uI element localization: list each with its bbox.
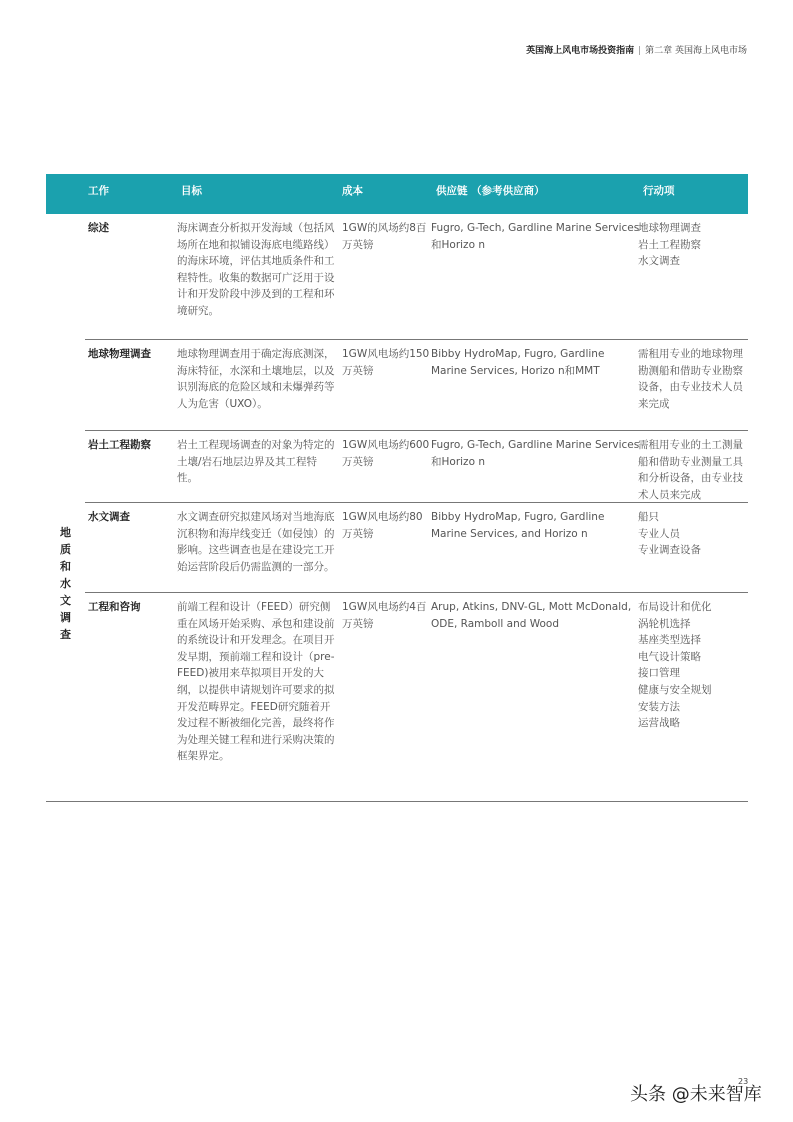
supply-cell: Arup, Atkins, DNV-GL, Mott McDonald, ODE, Ramboll and Wood bbox=[431, 601, 632, 630]
table-row bbox=[85, 214, 748, 340]
action-item: 专业调查设备 bbox=[638, 544, 701, 557]
work-cell: 岩土工程勘察 bbox=[88, 439, 151, 451]
goal-cell: 前端工程和设计（FEED）研究侧重在风场开始采购、承包和建设前的系统设计和开发理念。在项目开发早期，预前端工程和设计（pre-FEED)被用来草拟项目开发的大纲，以提供申请规划许可要求的拟开发范畴界定。FEED研究随着开发过程不断被细化完善，最终将作为处理关键工程和进行采购决策的框架界定。 bbox=[177, 601, 335, 763]
supply-cell: Fugro, G-Tech, Gardline Marine Services和Horizo n bbox=[431, 439, 640, 468]
cost-cell: 1GW的风场约8百万英镑 bbox=[342, 222, 427, 251]
goal-cell: 岩土工程现场调查的对象为特定的土壤/岩石地层边界及其工程特性。 bbox=[177, 439, 335, 485]
action-item: 健康与安全规划 bbox=[638, 683, 712, 696]
action-item: 安装方法 bbox=[638, 700, 680, 713]
goal-cell: 海床调查分析拟开发海域（包括风场所在地和拟铺设海底电缆路线）的海床环境，评估其地质条件和工程特性。收集的数据可广泛用于设计和开发阶段中涉及到的工程和环境研究。 bbox=[177, 222, 335, 317]
goal-cell: 水文调查研究拟建风场对当地海底沉积物和海岸线变迁（如侵蚀）的影响。这些调查也是在建设完工开始运营阶段后仍需监测的一部分。 bbox=[177, 511, 335, 573]
action-item: 水文调查 bbox=[638, 255, 680, 268]
supply-cell: Bibby HydroMap, Fugro, Gardline Marine Services, Horizo n和MMT bbox=[431, 348, 605, 377]
table-row bbox=[46, 593, 748, 802]
col-header-work: 工作 bbox=[88, 185, 109, 197]
cost-cell: 1GW风电场约150万英镑 bbox=[342, 348, 430, 377]
header-separator: | bbox=[638, 46, 642, 56]
action-item: 基座类型选择 bbox=[638, 634, 701, 647]
table-row bbox=[85, 340, 748, 431]
action-item: 岩土工程勘察 bbox=[638, 238, 701, 251]
cost-cell: 1GW风电场约80万英镑 bbox=[342, 511, 423, 540]
action-item: 运营战略 bbox=[638, 717, 680, 730]
work-cell: 地球物理调查 bbox=[88, 348, 151, 360]
survey-table bbox=[46, 174, 748, 802]
running-header bbox=[526, 43, 747, 56]
goal-cell: 地球物理调查用于确定海底测深，海床特征，水深和土壤地层，以及识别海底的危险区域和未爆弹药等人为危害（UXO）。 bbox=[177, 348, 335, 410]
table-row bbox=[85, 503, 748, 593]
page-number: 23 bbox=[738, 1077, 749, 1086]
action-item: 布局设计和优化 bbox=[638, 601, 712, 613]
actions-cell bbox=[638, 509, 750, 559]
table-row bbox=[85, 431, 748, 503]
action-item: 专业人员 bbox=[638, 527, 680, 540]
col-header-cost: 成本 bbox=[342, 185, 363, 197]
supply-cell: Fugro, G-Tech, Gardline Marine Services和Horizo n bbox=[431, 222, 640, 251]
action-item: 船只 bbox=[638, 511, 659, 523]
action-item: 地球物理调查 bbox=[638, 222, 701, 234]
action-item: 需租用专业的土工测量船和借助专业测量工具和分析设备，由专业技术人员来完成 bbox=[638, 439, 743, 501]
col-header-goal: 目标 bbox=[181, 185, 202, 197]
group-label: 地质和水文调查 bbox=[60, 526, 71, 641]
work-cell: 水文调查 bbox=[88, 511, 130, 523]
action-item: 电气设计策略 bbox=[638, 650, 701, 663]
col-header-supply: 供应链 （参考供应商） bbox=[436, 185, 545, 197]
watermark: 头条 @未来智库 bbox=[630, 1084, 762, 1105]
cost-cell: 1GW风电场约600万英镑 bbox=[342, 439, 430, 468]
work-cell: 综述 bbox=[88, 222, 109, 234]
table-header bbox=[46, 174, 748, 214]
actions-cell bbox=[638, 346, 750, 412]
work-cell: 工程和咨询 bbox=[88, 601, 141, 613]
action-item: 需租用专业的地球物理勘测船和借助专业勘察设备，由专业技术人员来完成 bbox=[638, 348, 743, 410]
actions-cell bbox=[638, 599, 750, 732]
doc-title: 英国海上风电市场投资指南 bbox=[526, 46, 635, 56]
col-header-actions: 行动项 bbox=[643, 185, 675, 197]
chapter-title: 第二章 英国海上风电市场 bbox=[645, 46, 747, 56]
actions-cell bbox=[638, 437, 750, 503]
action-item: 接口管理 bbox=[638, 667, 680, 680]
supply-cell: Bibby HydroMap, Fugro, Gardline Marine Services, and Horizo n bbox=[431, 511, 605, 540]
actions-cell bbox=[638, 220, 750, 270]
action-item: 涡轮机选择 bbox=[638, 617, 691, 630]
cost-cell: 1GW风电场约4百万英镑 bbox=[342, 601, 427, 630]
